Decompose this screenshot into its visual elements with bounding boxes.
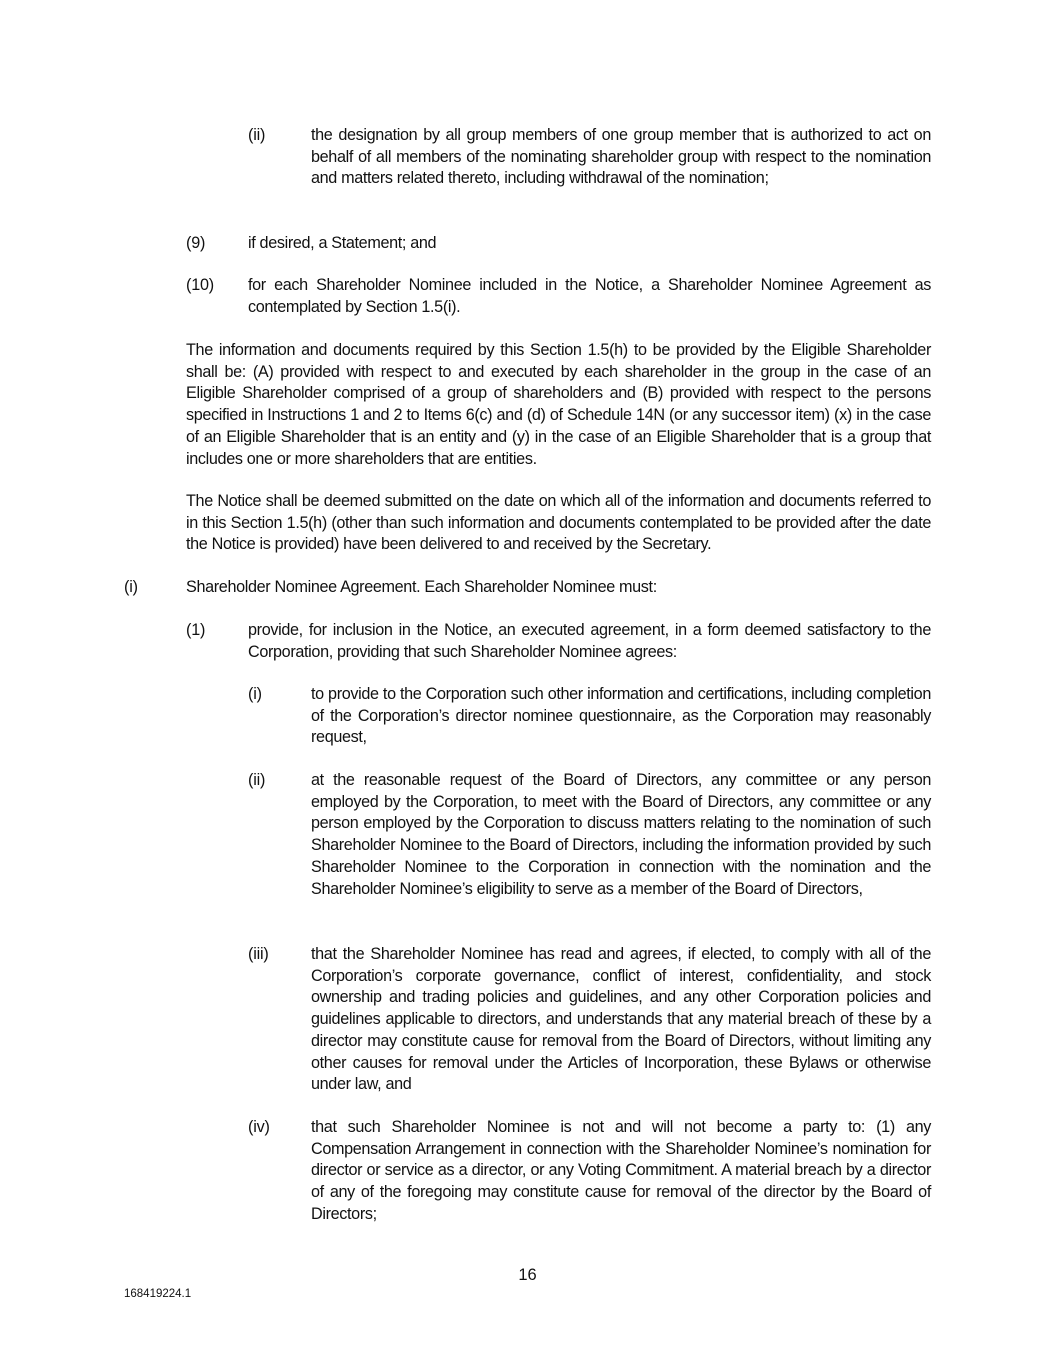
item-label: (ii) bbox=[248, 771, 266, 789]
item-label: (10) bbox=[186, 276, 214, 294]
section-heading: Shareholder Nominee Agreement. Each Shareholder Nominee must: bbox=[186, 578, 657, 596]
item-label: (i) bbox=[248, 685, 262, 703]
paragraph: that the Shareholder Nominee has read and agrees, if elected, to comply with all of the Corporation’s corporate governance, conflict of interest, confidentiality, and stock ownership and trading policies and guidelines, and any other Corporation policies and guidelines applicable to directors, and understands that any material breach of these by a director may constitute cause for removal from the Board of Directors, without limiting any other causes for removal under the Articles of Incorporation, these Bylaws or otherwise under law, and bbox=[311, 945, 931, 1094]
paragraph: if desired, a Statement; and bbox=[248, 234, 437, 252]
paragraph: provide, for inclusion in the Notice, an executed agreement, in a form deemed satisfactory to the Corporation, providing that such Shareholder Nominee agrees: bbox=[248, 621, 931, 661]
item-label: (ii) bbox=[248, 126, 266, 144]
document-id: 168419224.1 bbox=[124, 1288, 192, 1300]
paragraph: The information and documents required by this Section 1.5(h) to be provided by the Eligible Shareholder shall be: (A) provided with respect to and executed by each shareholder in the group in the case of an Eligible Shareholder comprised of a group of shareholders and (B) provided with respect to the persons specified in Instructions 1 and 2 to Items 6(c) and (d) of Schedule 14N (or any successor item) (x) in the case of an Eligible Shareholder that is an entity and (y) in the case of an Eligible Shareholder that is a group that includes one or more shareholders that are entities. bbox=[186, 341, 931, 468]
item-label: (9) bbox=[186, 234, 206, 252]
section-label: (i) bbox=[124, 578, 138, 596]
item-label: (iii) bbox=[248, 945, 269, 963]
page-number: 16 bbox=[518, 1266, 537, 1284]
paragraph: to provide to the Corporation such other information and certifications, including completion of the Corporation’s director nominee questionnaire, as the Corporation may reasonably request, bbox=[311, 685, 931, 747]
paragraph: that such Shareholder Nominee is not and will not become a party to: (1) any Compensation Arrangement in connection with the Shareholder Nominee’s nomination for director or service as a director, or any Voting Commitment. A material breach by a director of any of the foregoing may constitute cause for removal of the director by the Board of Directors; bbox=[311, 1118, 931, 1223]
paragraph: The Notice shall be deemed submitted on the date on which all of the information and documents referred to in this Section 1.5(h) (other than such information and documents contemplated to be provided after the date the Notice is provided) have been delivered to and received by the Secretary. bbox=[186, 492, 931, 554]
paragraph: for each Shareholder Nominee included in the Notice, a Shareholder Nominee Agreement as contemplated by Section 1.5(i). bbox=[248, 276, 931, 316]
item-label: (1) bbox=[186, 621, 206, 639]
paragraph: at the reasonable request of the Board of Directors, any committee or any person employed by the Corporation, to meet with the Board of Directors, any committee or any person employed by the Corporation to discuss matters relating to the nomination of such Shareholder Nominee to the Board of Directors, including the information provided by such Shareholder Nominee to the Corporation in connection with the nomination and the Shareholder Nominee’s eligibility to serve as a member of the Board of Directors, bbox=[311, 771, 931, 898]
paragraph: the designation by all group members of one group member that is authorized to act on behalf of all members of the nominating shareholder group with respect to the nomination and matters related thereto, including withdrawal of the nomination; bbox=[311, 126, 931, 188]
item-label: (iv) bbox=[248, 1118, 270, 1136]
